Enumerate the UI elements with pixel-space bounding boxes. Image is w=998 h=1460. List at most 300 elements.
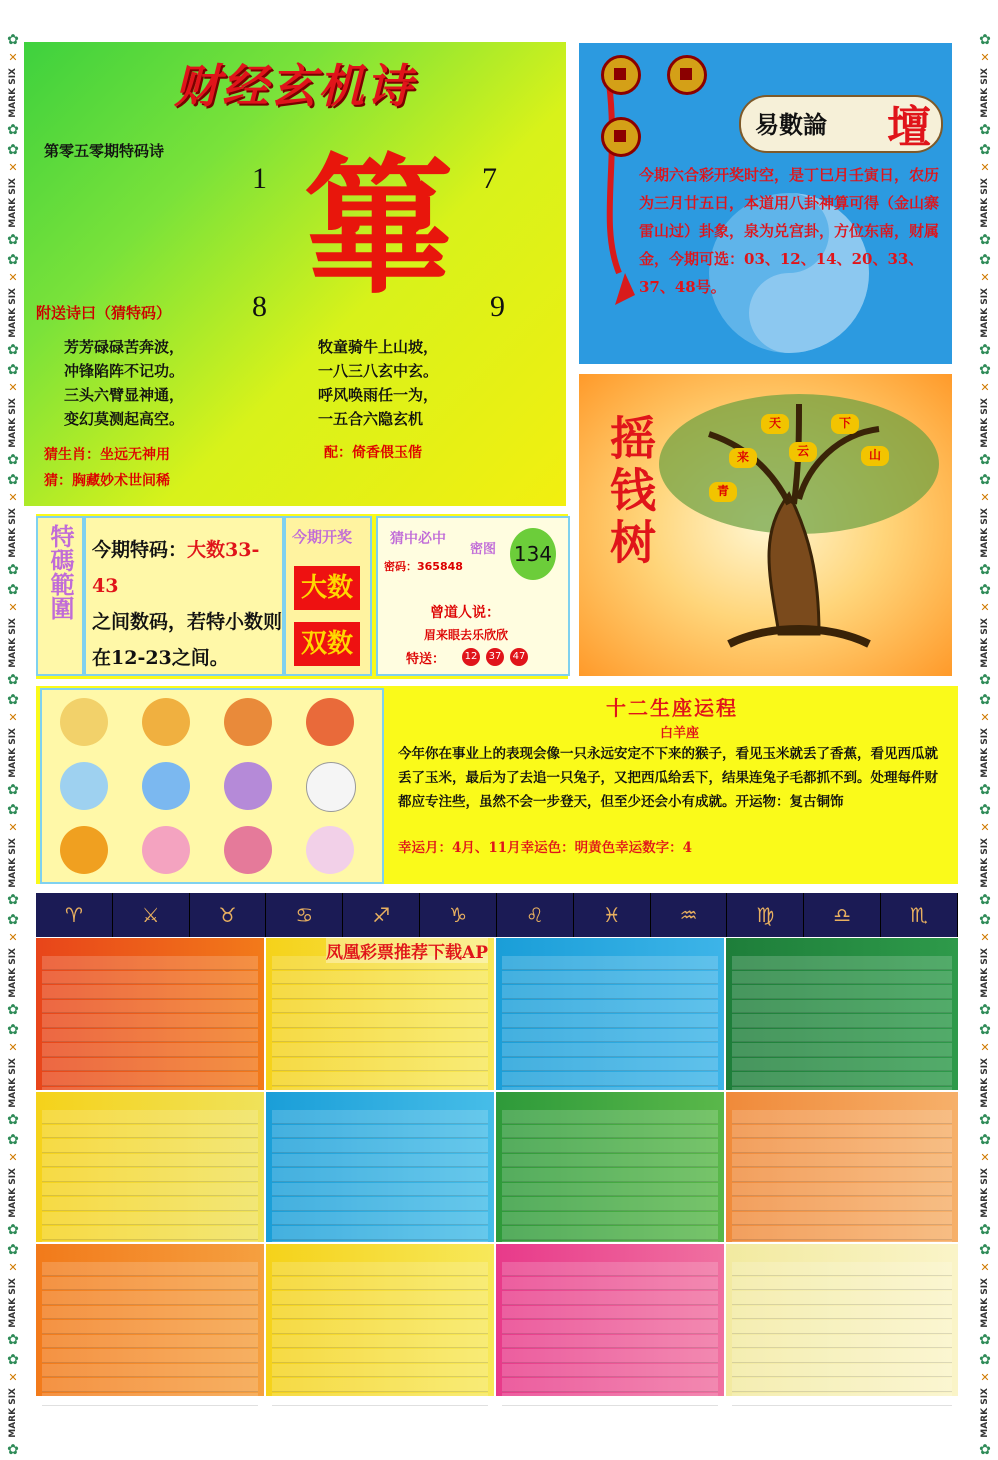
- text-rows: [42, 956, 258, 1101]
- text-row: [732, 1139, 952, 1153]
- sword-icon: ⚔: [113, 893, 190, 937]
- horoscope-cell: [726, 938, 958, 1090]
- crab-icon: ♋: [266, 893, 343, 937]
- text-row: [732, 1306, 952, 1320]
- secret-map-label: 密图: [470, 542, 497, 557]
- text-rows: [502, 956, 718, 1101]
- text-row: [732, 1154, 952, 1168]
- flower-icon: ✿: [979, 452, 991, 469]
- text-row: [42, 1226, 258, 1240]
- big-number-badge: 大数: [294, 566, 360, 610]
- text-row: [732, 1029, 952, 1043]
- flower-icon: ✿: [979, 1222, 991, 1239]
- send-number: 12: [462, 648, 480, 666]
- text-row: [42, 1139, 258, 1153]
- side-label: MARK SIX: [980, 838, 990, 889]
- text-row: [732, 1197, 952, 1211]
- flower-icon: ✿: [7, 1351, 19, 1368]
- text-row: [732, 985, 952, 999]
- text-row: [272, 971, 488, 985]
- text-row: [732, 1277, 952, 1291]
- cross-icon: ✕: [8, 820, 18, 834]
- flower-icon: ✿: [7, 801, 19, 818]
- zodiac-panel: [36, 686, 958, 884]
- border-unit: [2, 1130, 24, 1240]
- border-unit: [2, 800, 24, 910]
- text-row: [272, 1364, 488, 1378]
- text-row: [732, 1212, 952, 1226]
- side-label: MARK SIX: [980, 398, 990, 449]
- cancer-icon: [142, 762, 190, 810]
- text-row: [272, 1226, 488, 1240]
- libra-icon: ♎: [804, 893, 881, 937]
- text-row: [272, 1139, 488, 1153]
- side-label: MARK SIX: [8, 178, 18, 229]
- side-label: MARK SIX: [980, 618, 990, 669]
- text-row: [732, 956, 952, 970]
- text-rows: [502, 1110, 718, 1255]
- flower-icon: ✿: [979, 581, 991, 598]
- text-row: [502, 1139, 718, 1153]
- text-rows: [502, 1262, 718, 1407]
- cross-icon: ✕: [8, 1370, 18, 1384]
- send-label: 特送：: [406, 652, 446, 667]
- horoscope-cell: [266, 1244, 494, 1396]
- said-text: 眉来眼去乐欣欣: [424, 628, 509, 642]
- poem-line: 一八三八玄中玄。: [318, 362, 439, 380]
- border-unit: [974, 140, 996, 250]
- flower-icon: ✿: [7, 581, 19, 598]
- text-row: [502, 1335, 718, 1349]
- text-row: [272, 1183, 488, 1197]
- side-label: MARK SIX: [8, 1388, 18, 1439]
- capricorn-icon: [306, 762, 356, 812]
- special-line1-value: 大数33-43: [92, 539, 260, 597]
- cross-icon: ✕: [980, 930, 990, 944]
- text-row: [502, 956, 718, 970]
- gold-ingot: 云: [789, 442, 817, 462]
- horoscope-cell: [266, 1092, 494, 1242]
- flower-icon: ✿: [7, 1222, 19, 1239]
- text-row: [272, 985, 488, 999]
- border-unit: [2, 1350, 24, 1460]
- number-3: 8: [252, 290, 267, 323]
- guess-title: 猜中必中: [390, 531, 446, 547]
- flower-icon: ✿: [7, 232, 19, 249]
- text-row: [272, 1262, 488, 1276]
- text-row: [42, 1335, 258, 1349]
- horoscope-cell: [496, 938, 724, 1090]
- text-row: [732, 1320, 952, 1334]
- text-row: [42, 1110, 258, 1124]
- side-label: MARK SIX: [980, 508, 990, 559]
- text-row: [502, 1291, 718, 1305]
- text-row: [272, 1029, 488, 1043]
- text-row: [42, 1378, 258, 1392]
- poem-line: 牧童骑牛上山坡，: [318, 338, 439, 356]
- cross-icon: ✕: [980, 600, 990, 614]
- flower-icon: ✿: [7, 1241, 19, 1258]
- text-row: [732, 1168, 952, 1182]
- big-character: 篳: [304, 139, 455, 315]
- aquarius-icon: ♒: [651, 893, 728, 937]
- gemini-icon: [60, 762, 108, 810]
- flower-icon: ✿: [979, 141, 991, 158]
- text-row: [42, 1262, 258, 1276]
- side-label: MARK SIX: [8, 1058, 18, 1109]
- text-row: [502, 1029, 718, 1043]
- flower-icon: ✿: [7, 911, 19, 928]
- flower-icon: ✿: [979, 672, 991, 689]
- flower-icon: ✿: [7, 1442, 19, 1459]
- flower-icon: ✿: [7, 892, 19, 909]
- text-row: [42, 1168, 258, 1182]
- cross-icon: ✕: [8, 380, 18, 394]
- download-banner[interactable]: 凤凰彩票推荐下载AP: [326, 938, 488, 963]
- text-row: [272, 1072, 488, 1086]
- text-row: [42, 1197, 258, 1211]
- border-unit: [2, 910, 24, 1020]
- pisces-icon: [224, 826, 272, 874]
- coin-icon: [601, 55, 641, 95]
- poem-line: 芳芳碌碌苦奔波，: [64, 338, 185, 356]
- flower-icon: ✿: [979, 251, 991, 268]
- plaque-char: 壇: [887, 102, 931, 153]
- text-row: [42, 1000, 258, 1014]
- draw-label: 今期开奖: [292, 528, 353, 546]
- side-label: MARK SIX: [8, 398, 18, 449]
- cross-icon: ✕: [980, 50, 990, 64]
- text-row: [502, 1197, 718, 1211]
- right-border: [974, 30, 996, 1459]
- text-row: [502, 1000, 718, 1014]
- yishu-panel: [579, 43, 952, 364]
- flower-icon: ✿: [7, 782, 19, 799]
- text-row: [42, 1291, 258, 1305]
- text-row: [272, 1154, 488, 1168]
- text-rows: [272, 1110, 488, 1255]
- text-row: [42, 1183, 258, 1197]
- text-row: [732, 1058, 952, 1072]
- text-row: [502, 1226, 718, 1240]
- border-unit: [974, 360, 996, 470]
- flower-icon: ✿: [979, 1021, 991, 1038]
- special-main-box: [84, 516, 284, 676]
- said-label: 曾道人说：: [430, 605, 500, 621]
- side-label: MARK SIX: [8, 838, 18, 889]
- secret-map-value: 134: [510, 528, 556, 580]
- taurus-icon: ♉: [190, 893, 267, 937]
- text-rows: [732, 1110, 952, 1255]
- virgo-icon: ♍: [727, 893, 804, 937]
- border-unit: [974, 30, 996, 140]
- virgo-icon: [142, 826, 190, 874]
- cross-icon: ✕: [980, 1260, 990, 1274]
- text-row: [732, 1349, 952, 1363]
- text-row: [42, 1058, 258, 1072]
- aquarius-icon: [306, 826, 354, 874]
- text-row: [502, 1183, 718, 1197]
- text-row: [42, 1212, 258, 1226]
- side-label: MARK SIX: [980, 178, 990, 229]
- text-row: [272, 1110, 488, 1124]
- zodiac-strip: [36, 893, 958, 937]
- text-rows: [272, 956, 488, 1101]
- cross-icon: ✕: [8, 490, 18, 504]
- cross-icon: ✕: [8, 1150, 18, 1164]
- flower-icon: ✿: [979, 31, 991, 48]
- text-row: [42, 1306, 258, 1320]
- cross-icon: ✕: [980, 820, 990, 834]
- flower-icon: ✿: [979, 1112, 991, 1129]
- flower-icon: ✿: [979, 691, 991, 708]
- text-row: [42, 1043, 258, 1057]
- special-text: [92, 532, 282, 676]
- guess-box: [376, 516, 570, 676]
- poem-line: 冲锋陷阵不记功。: [64, 362, 185, 380]
- cross-icon: ✕: [980, 160, 990, 174]
- gold-ingot: 天: [761, 414, 789, 434]
- text-rows: [42, 1262, 258, 1407]
- flower-icon: ✿: [979, 1351, 991, 1368]
- side-label: MARK SIX: [8, 948, 18, 999]
- text-row: [502, 1125, 718, 1139]
- horoscope-cell: [496, 1092, 724, 1242]
- text-row: [272, 1197, 488, 1211]
- text-row: [732, 1226, 952, 1240]
- side-label: MARK SIX: [8, 508, 18, 559]
- cross-icon: ✕: [8, 160, 18, 174]
- number-2: 7: [482, 162, 497, 195]
- zodiac-title: 十二生座运程: [606, 696, 738, 720]
- flower-icon: ✿: [979, 892, 991, 909]
- side-label: MARK SIX: [980, 1388, 990, 1439]
- horoscope-cell: [726, 1092, 958, 1242]
- text-row: [502, 1110, 718, 1124]
- cross-icon: ✕: [980, 380, 990, 394]
- side-label: MARK SIX: [8, 1278, 18, 1329]
- flower-icon: ✿: [7, 1332, 19, 1349]
- flower-icon: ✿: [7, 1021, 19, 1038]
- bow-icon: ♐: [343, 893, 420, 937]
- side-label: MARK SIX: [8, 728, 18, 779]
- side-label: MARK SIX: [8, 1168, 18, 1219]
- scorpio-icon: [306, 698, 354, 746]
- flower-icon: ✿: [979, 122, 991, 139]
- special-line3: 在12-23之间。: [92, 647, 229, 669]
- text-row: [502, 971, 718, 985]
- secret-code: 密码：365848: [384, 560, 463, 573]
- poem-subtitle: 附送诗曰（猜特码）: [36, 304, 172, 322]
- text-row: [502, 1072, 718, 1086]
- text-row: [272, 1043, 488, 1057]
- cross-icon: ✕: [980, 490, 990, 504]
- text-row: [732, 1262, 952, 1276]
- flower-icon: ✿: [7, 672, 19, 689]
- border-unit: [974, 470, 996, 580]
- text-row: [42, 1349, 258, 1363]
- text-row: [42, 1364, 258, 1378]
- taurus-icon: [142, 698, 190, 746]
- border-unit: [974, 910, 996, 1020]
- send-number: 37: [486, 648, 504, 666]
- horoscope-cell: [496, 1244, 724, 1396]
- text-row: [732, 1072, 952, 1086]
- flower-icon: ✿: [7, 452, 19, 469]
- border-unit: [2, 250, 24, 360]
- text-row: [272, 1349, 488, 1363]
- flower-icon: ✿: [7, 691, 19, 708]
- send-number: 47: [510, 648, 528, 666]
- text-row: [732, 1043, 952, 1057]
- coin-icon: [601, 117, 641, 157]
- flower-icon: ✿: [7, 1131, 19, 1148]
- text-row: [272, 1212, 488, 1226]
- horoscope-cell: [36, 1092, 264, 1242]
- lion-icon: ♌: [497, 893, 574, 937]
- fish-icon: ♓: [574, 893, 651, 937]
- text-row: [42, 1154, 258, 1168]
- border-unit: [2, 690, 24, 800]
- flower-icon: ✿: [979, 1332, 991, 1349]
- money-tree-panel: [579, 374, 952, 676]
- zodiac-text: 今年你在事业上的表现会像一只永远安定不下来的猴子，看见玉米就丢了香蕉，看见西瓜就丢了玉米，最后为了去追一只兔子，又把西瓜给丢下，结果连兔子毛都抓不到。处理每件财都应专注些，虽然不会一步登天，但至少还会小有成就。开运物：复古铜饰: [398, 746, 938, 810]
- cross-icon: ✕: [8, 710, 18, 724]
- flower-icon: ✿: [979, 1241, 991, 1258]
- border-unit: [2, 30, 24, 140]
- scorpio-icon: ♏: [881, 893, 958, 937]
- border-unit: [2, 140, 24, 250]
- side-label: MARK SIX: [8, 68, 18, 119]
- border-unit: [974, 690, 996, 800]
- poem-panel: [24, 42, 566, 506]
- border-unit: [974, 250, 996, 360]
- flower-icon: ✿: [7, 342, 19, 359]
- text-row: [272, 1335, 488, 1349]
- text-rows: [732, 1262, 952, 1407]
- special-line2: 之间数码，若特小数则: [92, 611, 283, 633]
- flower-icon: ✿: [979, 782, 991, 799]
- text-row: [732, 1364, 952, 1378]
- special-line1-label: 今期特码：: [92, 539, 188, 561]
- text-row: [732, 1378, 952, 1392]
- cross-icon: ✕: [980, 1150, 990, 1164]
- aries-icon: [60, 698, 108, 746]
- flower-icon: ✿: [7, 471, 19, 488]
- text-row: [272, 1125, 488, 1139]
- flower-icon: ✿: [7, 122, 19, 139]
- text-row: [502, 985, 718, 999]
- flower-icon: ✿: [979, 562, 991, 579]
- border-unit: [2, 1240, 24, 1350]
- flower-icon: ✿: [979, 1002, 991, 1019]
- zodiac-lucky: 幸运月：4月、11月幸运色：明黄色幸运数字：4: [398, 840, 693, 856]
- text-row: [732, 1291, 952, 1305]
- cross-icon: ✕: [8, 1260, 18, 1274]
- guess-text: 猜：胸藏妙术世间稀: [44, 473, 170, 489]
- text-row: [272, 1306, 488, 1320]
- cross-icon: ✕: [980, 270, 990, 284]
- flower-icon: ✿: [979, 361, 991, 378]
- flower-icon: ✿: [7, 141, 19, 158]
- border-unit: [974, 800, 996, 910]
- text-row: [272, 1393, 488, 1407]
- cross-icon: ✕: [8, 270, 18, 284]
- flower-icon: ✿: [7, 1002, 19, 1019]
- gold-ingot: 山: [861, 446, 889, 466]
- text-row: [272, 1014, 488, 1028]
- text-row: [42, 956, 258, 970]
- special-number-panel: [36, 514, 568, 679]
- text-row: [502, 1378, 718, 1392]
- text-row: [272, 1168, 488, 1182]
- cross-icon: ✕: [8, 930, 18, 944]
- side-label: MARK SIX: [980, 1168, 990, 1219]
- text-row: [732, 1000, 952, 1014]
- poem-line: 三头六臂显神通，: [64, 386, 185, 404]
- side-label: MARK SIX: [980, 68, 990, 119]
- text-row: [42, 985, 258, 999]
- text-row: [732, 1110, 952, 1124]
- guess-zodiac: 猜生肖：坐远无神用: [44, 447, 170, 463]
- side-label: MARK SIX: [980, 728, 990, 779]
- text-row: [42, 1320, 258, 1334]
- text-row: [42, 971, 258, 985]
- flower-icon: ✿: [979, 1131, 991, 1148]
- text-rows: [42, 1110, 258, 1255]
- border-unit: [2, 360, 24, 470]
- poem-line: 呼风唤雨任一为，: [318, 386, 439, 404]
- text-row: [502, 1262, 718, 1276]
- plaque-text: 易數論: [755, 110, 827, 139]
- text-row: [732, 1393, 952, 1407]
- flower-icon: ✿: [979, 471, 991, 488]
- text-row: [42, 1029, 258, 1043]
- text-row: [42, 1393, 258, 1407]
- horoscope-cell: [726, 1244, 958, 1396]
- side-label: MARK SIX: [980, 288, 990, 339]
- border-unit: [974, 1020, 996, 1130]
- left-border: [2, 30, 24, 1459]
- text-row: [42, 1072, 258, 1086]
- text-rows: [732, 956, 952, 1101]
- tree-title: 摇钱树: [603, 414, 657, 570]
- range-label-box: [36, 516, 84, 676]
- flower-icon: ✿: [979, 232, 991, 249]
- aries-icon: ♈: [36, 893, 113, 937]
- text-row: [732, 1125, 952, 1139]
- text-row: [732, 1335, 952, 1349]
- border-unit: [974, 1130, 996, 1240]
- horoscope-cell: [36, 938, 264, 1090]
- horoscope-cell: [36, 1244, 264, 1396]
- text-row: [272, 1058, 488, 1072]
- side-label: MARK SIX: [8, 288, 18, 339]
- text-row: [272, 1320, 488, 1334]
- side-label: MARK SIX: [980, 1058, 990, 1109]
- cross-icon: ✕: [980, 710, 990, 724]
- pair-text: 配：倚香偎玉偕: [324, 445, 422, 461]
- border-unit: [2, 470, 24, 580]
- zodiac-sign: 白羊座: [660, 726, 700, 741]
- zodiac-icons: [40, 688, 384, 884]
- range-label: 特碼範圍: [46, 524, 75, 620]
- border-unit: [2, 580, 24, 690]
- gold-ingot: 来: [729, 448, 757, 468]
- cross-icon: ✕: [980, 1370, 990, 1384]
- side-label: MARK SIX: [980, 948, 990, 999]
- cross-icon: ✕: [980, 1040, 990, 1054]
